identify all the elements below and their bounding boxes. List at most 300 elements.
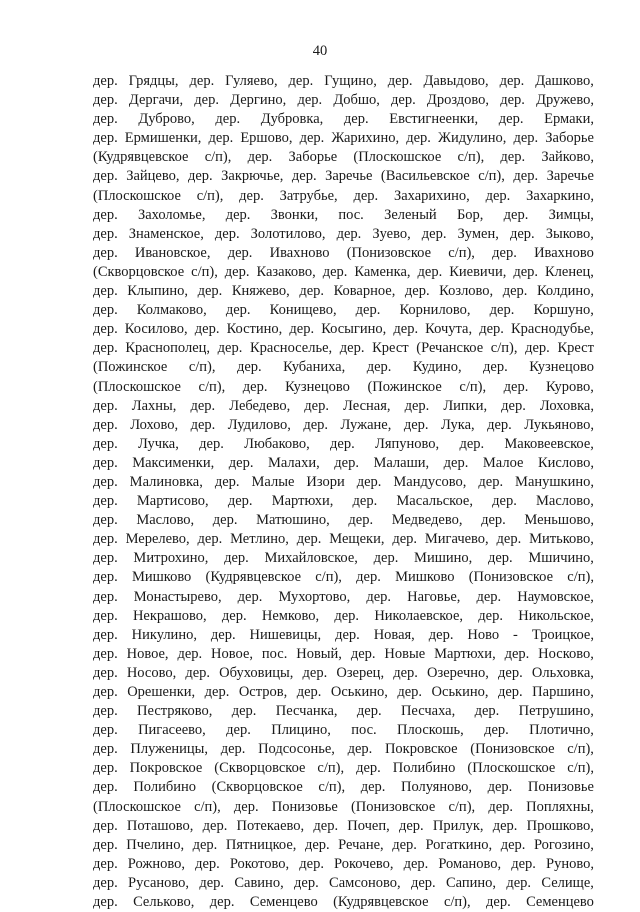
word: дер. xyxy=(93,894,118,911)
word: дер. xyxy=(93,817,118,834)
word: Полуяново, xyxy=(401,779,472,796)
word: дер. xyxy=(288,73,314,89)
word: дер. xyxy=(93,531,118,548)
word: дер. xyxy=(350,645,376,662)
word: с/п), xyxy=(204,149,232,166)
word: Малое xyxy=(482,454,524,471)
word: Звонки, xyxy=(270,206,319,223)
word: Медведево, xyxy=(391,512,463,529)
word: дер. xyxy=(185,664,211,681)
word: Коршуно, xyxy=(533,302,594,319)
word: Немково, xyxy=(261,607,320,624)
word: Колдино, xyxy=(536,283,594,300)
word: Остров, xyxy=(238,684,288,700)
word: Плотично, xyxy=(529,722,594,739)
word: Петрушино, xyxy=(518,703,594,720)
word: дер. xyxy=(502,283,528,300)
word: Озеречно, xyxy=(427,664,489,681)
text-line xyxy=(93,759,594,778)
word: Руново, xyxy=(546,855,594,872)
word: дер. xyxy=(304,836,330,853)
word: Конищево, xyxy=(269,302,337,319)
text-line xyxy=(93,435,594,454)
word: Лохово, xyxy=(130,416,179,433)
word: дер. xyxy=(474,703,500,720)
text-line xyxy=(93,110,594,129)
word: Семенцево xyxy=(526,894,594,911)
text-line xyxy=(93,282,594,301)
word: Троицкое, xyxy=(531,626,594,643)
word: Заречье xyxy=(546,168,594,185)
word: Почеп, xyxy=(347,817,390,834)
word: дер. xyxy=(190,416,216,433)
word: дер. xyxy=(93,302,118,319)
word: Обуховицы, xyxy=(219,664,294,681)
word: дер. xyxy=(360,779,386,796)
page-number: 40 xyxy=(312,43,328,59)
word: Краснополец, xyxy=(125,340,211,357)
word: дер. xyxy=(93,741,118,758)
word: дер. xyxy=(486,894,511,911)
word: дер. xyxy=(366,359,392,376)
text-line xyxy=(93,397,594,416)
word: дер. xyxy=(392,531,418,548)
word: дер. xyxy=(392,836,417,853)
text-line xyxy=(93,549,594,568)
word: Сапино, xyxy=(445,874,497,891)
word: Зимцы, xyxy=(548,206,594,223)
word: дер. xyxy=(199,435,224,452)
word: Рожново, xyxy=(127,855,186,872)
word: дер. xyxy=(233,798,259,815)
text-line xyxy=(93,473,594,492)
word: Краснодубье, xyxy=(511,321,594,338)
text-line xyxy=(93,817,594,836)
word: Новое, xyxy=(126,645,169,662)
word: с/п), xyxy=(317,760,345,777)
word: дер. xyxy=(398,817,424,834)
word: Дроздово, xyxy=(426,92,490,109)
text-line xyxy=(93,778,594,797)
word: Лоховка, xyxy=(539,397,594,414)
word: дер. xyxy=(403,416,429,433)
word: дер. xyxy=(356,569,381,586)
word: дер. xyxy=(93,130,118,147)
word: Заборье xyxy=(288,149,338,166)
word: дер. xyxy=(410,874,436,891)
text-line xyxy=(93,721,594,740)
word: Мартюхи, xyxy=(434,645,496,662)
word: Покровское xyxy=(384,741,458,758)
word: Меньшово, xyxy=(524,512,594,529)
word: (Пожинское xyxy=(367,378,442,395)
word: Косилово, xyxy=(124,321,188,338)
word: дер. xyxy=(220,741,246,758)
word: дер. xyxy=(504,645,530,662)
word: Захоломье, xyxy=(137,206,206,223)
word: с/п), xyxy=(448,798,476,815)
word: дер. xyxy=(387,73,413,89)
word: Некрашово, xyxy=(132,607,207,624)
word: с/п), xyxy=(448,244,475,261)
word: Ольховка, xyxy=(531,664,594,681)
word: Пятницкое, xyxy=(225,836,297,853)
word: дер. xyxy=(353,187,379,204)
word: Кудино, xyxy=(412,359,462,376)
word: дер. xyxy=(417,263,443,280)
word: Мишино, xyxy=(414,550,473,567)
word: дер. xyxy=(478,473,504,490)
word: дер. xyxy=(492,244,517,261)
word: дер. xyxy=(208,130,234,147)
word: Лесная, xyxy=(343,397,391,414)
word: дер. xyxy=(93,855,118,872)
text-line xyxy=(93,568,594,587)
word: Корнилово, xyxy=(399,302,471,319)
word: дер. xyxy=(93,779,118,796)
word: Красноселье, xyxy=(250,340,333,357)
word: дер. xyxy=(93,607,118,624)
word: дер. xyxy=(187,168,213,185)
word: дер. xyxy=(237,588,263,605)
text-line xyxy=(93,301,594,320)
word: Мухортово, xyxy=(278,588,351,605)
word: Зыково, xyxy=(545,225,594,242)
word: Наумовское, xyxy=(517,588,594,605)
word: Наговье, xyxy=(407,588,461,605)
word: дер. xyxy=(373,550,399,567)
word: Зуево, xyxy=(372,225,411,242)
word: Гущино, xyxy=(324,73,377,89)
word: с/п), xyxy=(490,340,518,357)
word: дер. xyxy=(226,722,251,739)
word: Мартисово, xyxy=(136,493,209,510)
word: дер. xyxy=(221,607,247,624)
word: дер. xyxy=(93,473,118,490)
word: дер. xyxy=(93,684,118,700)
word: Заборье xyxy=(545,130,594,147)
word: Княжево, xyxy=(231,283,290,300)
word: Михайловское, xyxy=(264,550,358,567)
word: Захарихино, xyxy=(393,187,470,204)
word: (Скворцовское xyxy=(214,760,306,777)
word: (Плоскошское xyxy=(93,798,181,815)
text-line xyxy=(93,263,594,282)
word: дер. xyxy=(459,435,485,452)
word: дер. xyxy=(479,321,504,338)
word: дер. xyxy=(93,512,118,529)
word: (Плоскошское xyxy=(93,187,181,204)
word: дер. xyxy=(93,493,118,510)
word: Кузнецово xyxy=(285,378,350,395)
word: Киевичи, xyxy=(449,263,507,280)
text-line xyxy=(93,645,594,664)
word: дер. xyxy=(498,664,523,681)
word: Оськино, xyxy=(330,684,388,700)
word: с/п), xyxy=(457,149,485,166)
word: Дергино, xyxy=(230,92,287,109)
word: дер. xyxy=(404,283,430,300)
word: Малые xyxy=(251,473,295,490)
word: дер. xyxy=(497,684,523,700)
word: Прилук, xyxy=(432,817,484,834)
word: дер. xyxy=(487,779,513,796)
word: дер. xyxy=(294,874,319,891)
word: Ермишенки, xyxy=(124,130,202,147)
word: дер. xyxy=(352,493,378,510)
word: Митрохино, xyxy=(133,550,209,567)
word: Потекаево, xyxy=(236,817,305,834)
word: Кузнецово xyxy=(529,359,594,376)
word: (Понизовское xyxy=(346,244,432,261)
word: Дружево, xyxy=(536,92,594,109)
word: Казаково, xyxy=(256,263,316,280)
word: дер. xyxy=(525,340,550,357)
word: Козлово, xyxy=(439,283,494,300)
word: дер. xyxy=(204,684,230,700)
word: Понизовье xyxy=(271,798,338,815)
word: Кислово, xyxy=(537,454,594,471)
word: Дубровка, xyxy=(260,111,324,128)
word: Рогозино, xyxy=(533,836,594,853)
word: дер. xyxy=(391,92,416,109)
word: дер. xyxy=(214,225,240,242)
word: - xyxy=(513,626,518,643)
word: Зайково, xyxy=(541,149,594,166)
word: Кубаниха, xyxy=(283,359,346,376)
word: Новые xyxy=(384,645,426,662)
word: дер. xyxy=(212,512,238,529)
word: дер. xyxy=(93,416,118,433)
word: Николаевское, xyxy=(374,607,464,624)
word: дер. xyxy=(227,493,253,510)
word: дер. xyxy=(225,206,251,223)
word: дер. xyxy=(93,168,118,185)
word: Мшичино, xyxy=(528,550,594,567)
word: Дергачи, xyxy=(128,92,184,109)
word: дер. xyxy=(228,454,254,471)
word: дер. xyxy=(498,111,524,128)
word: Митьково, xyxy=(529,531,594,548)
word: Маслово, xyxy=(136,512,195,529)
word: Курово, xyxy=(545,378,594,395)
word: дер. xyxy=(93,206,118,223)
word: Закрючье, xyxy=(221,168,284,185)
word: дер. xyxy=(500,836,526,853)
word: дер. xyxy=(93,340,118,357)
word: Крест xyxy=(372,340,409,357)
word: дер. xyxy=(393,321,419,338)
word: (Васильевское xyxy=(380,168,470,185)
text-line xyxy=(93,129,594,148)
word: (Плоскошское xyxy=(353,149,442,166)
text-line xyxy=(93,588,594,607)
word: Затрубье, xyxy=(279,187,338,204)
word: Жарихино, xyxy=(331,130,400,147)
word: дер. xyxy=(366,588,392,605)
word: Коварное, xyxy=(333,283,396,300)
word: Ершово, xyxy=(240,130,293,147)
word: дер. xyxy=(209,894,235,911)
word: Романово, xyxy=(438,855,502,872)
word: (Плоскошское xyxy=(467,760,556,777)
text-line xyxy=(93,358,594,377)
word: дер. xyxy=(484,722,509,739)
word: дер. xyxy=(93,435,118,452)
word: дер. xyxy=(500,149,526,166)
word: дер. xyxy=(503,378,529,395)
word: Гуляево, xyxy=(225,73,278,89)
word: дер. xyxy=(224,263,250,280)
word: Малахи, xyxy=(267,454,320,471)
word: дер. xyxy=(304,397,329,414)
word: (Кудрявцевское xyxy=(333,894,429,911)
word: дер. xyxy=(242,378,268,395)
word: Ивахново xyxy=(269,244,330,261)
word: дер. xyxy=(239,187,264,204)
word: Семенцево xyxy=(249,894,318,911)
word: Сельково, xyxy=(133,894,195,911)
word: Подсосонье, xyxy=(258,741,335,758)
text-line xyxy=(93,798,594,817)
word: Кочута, xyxy=(425,321,473,338)
word: дер. xyxy=(501,397,526,414)
word: дер. xyxy=(487,416,512,433)
word: Лудилово, xyxy=(227,416,291,433)
word: дер. xyxy=(296,531,322,548)
word: дер. xyxy=(199,874,225,891)
word: Полибино xyxy=(392,760,456,777)
word: Знаменское, xyxy=(128,225,204,242)
word: Мишково xyxy=(395,569,455,586)
text-line xyxy=(93,740,594,759)
word: пос. xyxy=(338,206,364,223)
word: пос. xyxy=(351,722,377,739)
word: дер. xyxy=(481,512,506,529)
word: дер. xyxy=(343,111,369,128)
word: Любаково, xyxy=(244,435,310,452)
word: Понизовье xyxy=(527,779,594,796)
word: Озерец, xyxy=(336,664,385,681)
word: Косыгино, xyxy=(321,321,387,338)
word: Мишково xyxy=(131,569,192,586)
word: Лукьяново, xyxy=(524,416,594,433)
word: (Скворцовское xyxy=(93,263,185,280)
word: с/п), xyxy=(459,378,487,395)
text-line xyxy=(93,492,594,511)
word: Новая, xyxy=(373,626,415,643)
word: дер. xyxy=(202,817,228,834)
word: дер. xyxy=(492,493,517,510)
word: дер. xyxy=(93,92,118,109)
word: дер. xyxy=(334,454,359,471)
word: Лучка, xyxy=(137,435,179,452)
text-line xyxy=(93,874,594,893)
word: дер. xyxy=(478,607,503,624)
word: дер. xyxy=(189,73,215,89)
word: Колмаково, xyxy=(136,302,207,319)
word: дер. xyxy=(299,283,325,300)
word: дер. xyxy=(347,741,373,758)
word: Пигасеево, xyxy=(138,722,206,739)
word: Лука, xyxy=(441,416,475,433)
word: дер. xyxy=(334,607,360,624)
word: дер. xyxy=(93,321,118,338)
word: дер. xyxy=(499,73,525,89)
word: Жидулино, xyxy=(437,130,507,147)
word: дер. xyxy=(296,684,322,700)
word: дер. xyxy=(93,397,118,414)
word: дер. xyxy=(93,626,118,643)
word: (Кудрявцевское xyxy=(205,569,302,586)
word: дер. xyxy=(492,817,518,834)
word: Монастырево, xyxy=(133,588,222,605)
word: Орешенки, xyxy=(127,684,196,700)
text-line xyxy=(93,836,594,855)
word: дер. xyxy=(299,855,324,872)
word: Рогаткино, xyxy=(425,836,493,853)
word: Маковеевское, xyxy=(504,435,594,452)
word: Маслово, xyxy=(536,493,594,510)
word: дер. xyxy=(403,855,429,872)
word: Оськино, xyxy=(431,684,489,700)
text-line xyxy=(93,702,594,721)
word: Носово, xyxy=(126,664,177,681)
word: Никулино, xyxy=(131,626,197,643)
text-line xyxy=(93,167,594,186)
word: Ляпуново, xyxy=(375,435,440,452)
word: дер. xyxy=(217,340,243,357)
word: Зеленый xyxy=(384,206,437,223)
word: дер. xyxy=(313,817,339,834)
word: (Речанское xyxy=(416,340,484,357)
word: Плицино, xyxy=(271,722,331,739)
word: дер. xyxy=(225,302,251,319)
word: дер. xyxy=(421,225,447,242)
text-line xyxy=(93,244,594,263)
word: с/п), xyxy=(567,569,594,586)
text-line xyxy=(93,607,594,626)
text-line xyxy=(93,187,594,206)
word: дер. xyxy=(93,569,118,586)
word: (Пожинское xyxy=(93,359,168,376)
word: Ново xyxy=(467,626,500,643)
word: дер. xyxy=(322,263,348,280)
word: дер. xyxy=(330,435,355,452)
word: дер. xyxy=(356,473,382,490)
word: Ивахново xyxy=(534,244,594,261)
text-line xyxy=(93,664,594,683)
word: с/п), xyxy=(567,741,594,758)
word: дер. xyxy=(513,130,539,147)
word: дер. xyxy=(511,855,536,872)
word: дер. xyxy=(194,321,220,338)
word: Малиновка, xyxy=(129,473,203,490)
text-line xyxy=(93,511,594,530)
word: Савино, xyxy=(234,874,284,891)
word: Грядцы, xyxy=(128,73,179,89)
word: Песчанка, xyxy=(275,703,338,720)
word: дер. xyxy=(355,302,381,319)
word: дер. xyxy=(195,855,220,872)
word: Мартюхи, xyxy=(271,493,334,510)
word: Захаркино, xyxy=(526,187,594,204)
word: Полибино xyxy=(133,779,196,796)
word: Зайцево, xyxy=(126,168,180,185)
word: Давыдово, xyxy=(423,73,489,89)
word: дер. xyxy=(348,512,374,529)
word: дер. xyxy=(393,664,418,681)
